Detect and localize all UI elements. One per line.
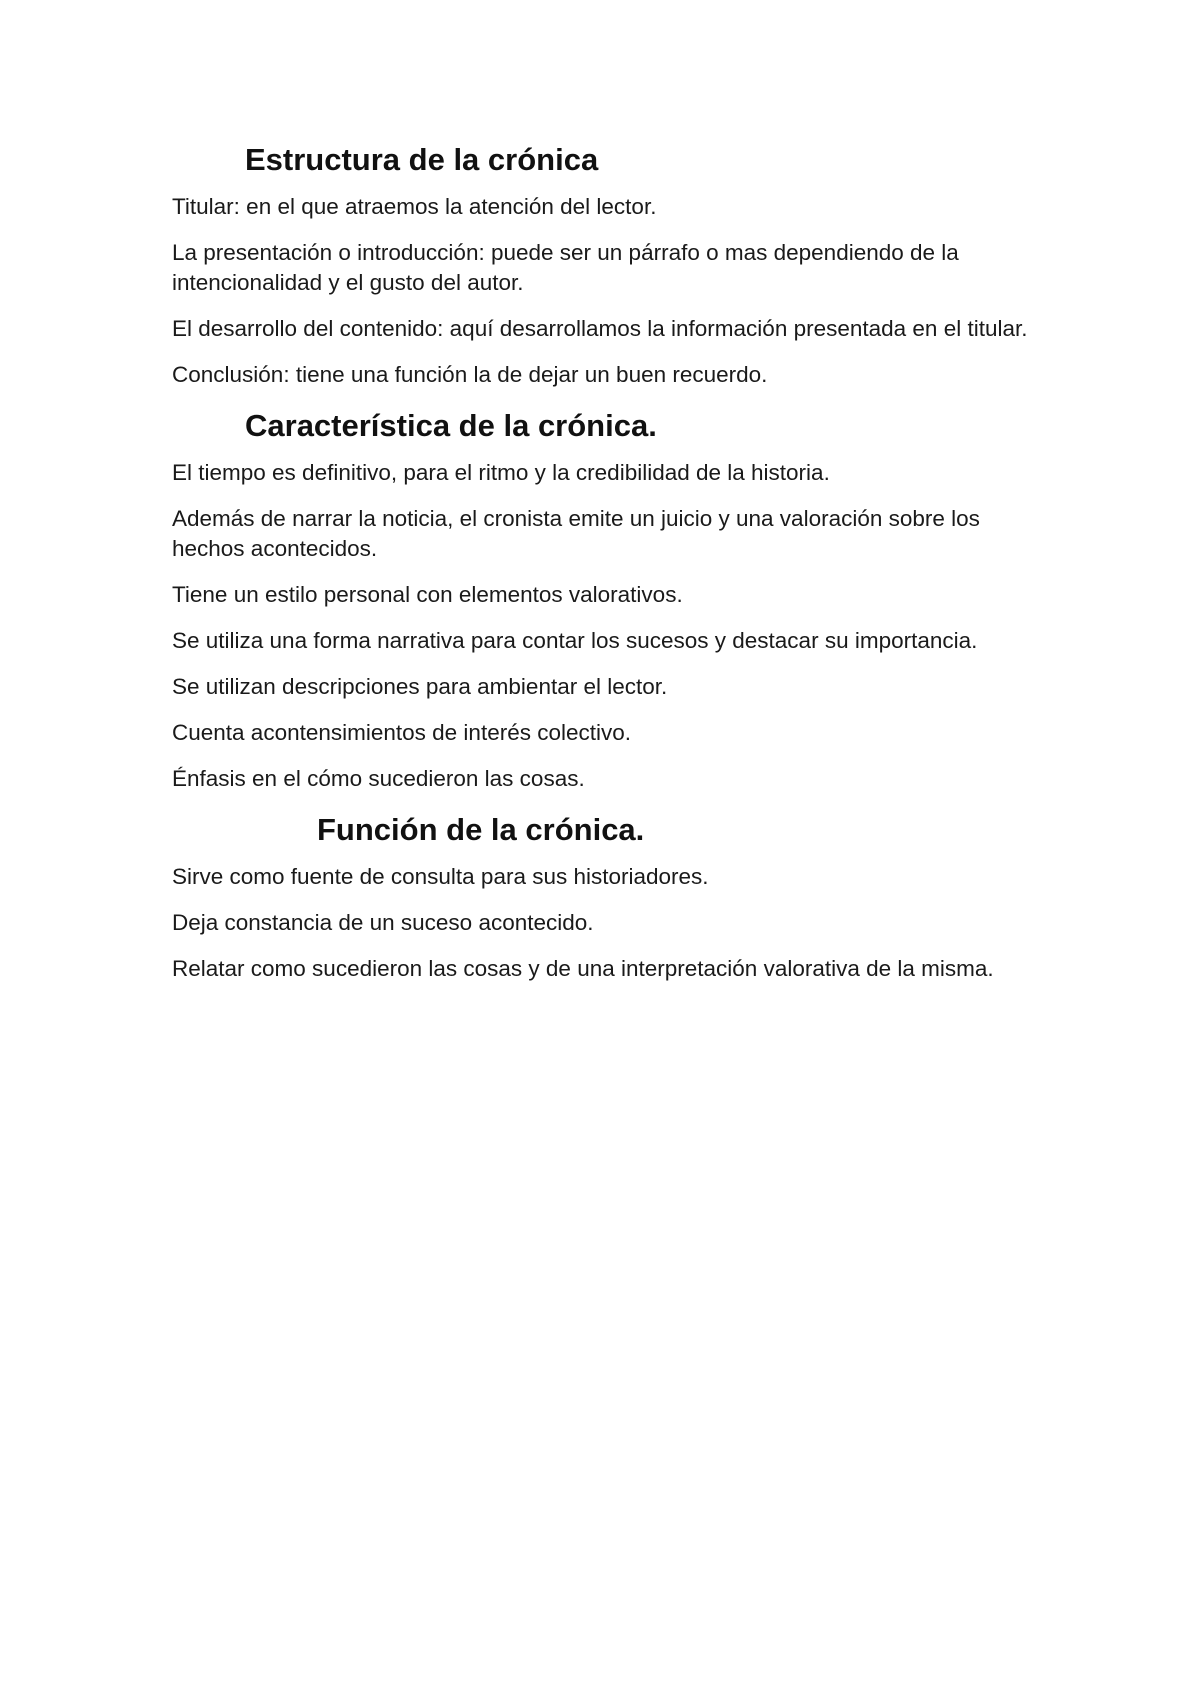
paragraph: Relatar como sucedieron las cosas y de una interpretación valorativa de la misma. xyxy=(172,956,994,981)
document-content xyxy=(172,140,1042,1000)
section-title-caracteristica: Característica de la crónica. xyxy=(245,408,657,443)
paragraph: Sirve como fuente de consulta para sus historiadores. xyxy=(172,864,709,889)
paragraph: Titular: en el que atraemos la atención del lector. xyxy=(172,194,657,219)
section-title-funcion: Función de la crónica. xyxy=(317,812,645,847)
paragraph: Se utiliza una forma narrativa para contar los sucesos y destacar su importancia. xyxy=(172,628,978,653)
paragraph: Deja constancia de un suceso acontecido. xyxy=(172,910,594,935)
section-title-estructura: Estructura de la crónica xyxy=(245,142,599,177)
paragraph: Cuenta acontensimientos de interés colectivo. xyxy=(172,720,632,745)
paragraph: El desarrollo del contenido: aquí desarrollamos la información presentada en el titular. xyxy=(172,316,1028,341)
paragraph: Conclusión: tiene una función la de dejar un buen recuerdo. xyxy=(172,362,768,387)
paragraph: Tiene un estilo personal con elementos valorativos. xyxy=(172,582,683,607)
paragraph: Se utilizan descripciones para ambientar el lector. xyxy=(172,674,668,699)
paragraph: La presentación o introducción: puede ser un párrafo o mas dependiendo de la intencionalidad y el gusto del autor. xyxy=(172,240,959,295)
paragraph: El tiempo es definitivo, para el ritmo y la credibilidad de la historia. xyxy=(172,460,830,485)
paragraph: Además de narrar la noticia, el cronista emite un juicio y una valoración sobre los hechos acontecidos. xyxy=(172,506,980,561)
paragraph: Énfasis en el cómo sucedieron las cosas. xyxy=(172,766,585,791)
